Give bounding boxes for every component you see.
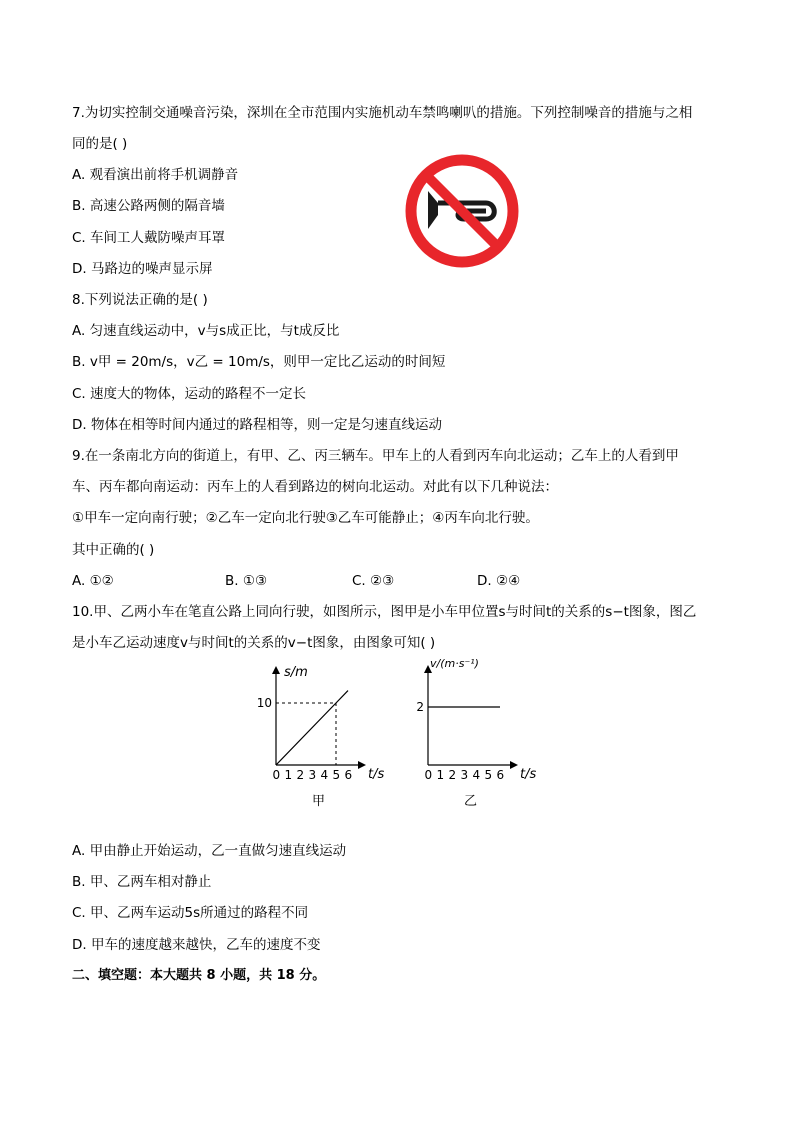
q10-option-c: C. 甲、乙两车运动5s所通过的路程不同 bbox=[72, 905, 309, 921]
q9-option-d: D. ②④ bbox=[477, 573, 521, 589]
q7-option-d: D. 马路边的噪声显示屏 bbox=[72, 261, 213, 277]
yi-caption: 乙 bbox=[464, 794, 478, 809]
yi-xtick-label: 0 bbox=[424, 768, 433, 782]
q9-option-c: C. ②③ bbox=[352, 573, 395, 589]
q7-stem-line2: 同的是( ) bbox=[72, 136, 128, 152]
q7-option-b: B. 高速公路两侧的隔音墙 bbox=[72, 198, 225, 214]
q9-statements: ①甲车一定向南行驶；②乙车一定向北行驶③乙车可能静止；④丙车向北行驶。 bbox=[72, 510, 539, 526]
jia-xtick-label: 0 bbox=[272, 768, 281, 782]
s-t-graph-jia bbox=[252, 660, 402, 815]
q10-option-d: D. 甲车的速度越来越快，乙车的速度不变 bbox=[72, 937, 321, 953]
yi-xtick-label: 3 bbox=[460, 768, 469, 782]
jia-ylabel: s/m bbox=[284, 665, 308, 680]
q10-option-a: A. 甲由静止开始运动，乙一直做匀速直线运动 bbox=[72, 843, 347, 859]
q8-stem: 8.下列说法正确的是( ) bbox=[72, 292, 208, 308]
q7-stem-line1: 7.为切实控制交通噪音污染，深圳在全市范围内实施机动车禁鸣喇叭的措施。下列控制噪音的措施与之相 bbox=[72, 105, 693, 121]
jia-caption: 甲 bbox=[312, 794, 326, 809]
x-axis-arrow bbox=[510, 761, 518, 769]
jia-xlabel: t/s bbox=[368, 767, 385, 782]
q9-stem-line2: 车、丙车都向南运动：丙车上的人看到路边的树向北运动。对此有以下几种说法： bbox=[72, 479, 558, 495]
q8-option-d: D. 物体在相等时间内通过的路程相等，则一定是匀速直线运动 bbox=[72, 417, 442, 433]
no-honking-sign-icon bbox=[404, 153, 520, 269]
yi-xtick-label: 2 bbox=[448, 768, 457, 782]
yi-xtick-label: 1 bbox=[436, 768, 445, 782]
q9-options bbox=[72, 571, 672, 591]
q8-option-c: C. 速度大的物体，运动的路程不一定长 bbox=[72, 386, 307, 402]
yi-xtick-label: 4 bbox=[472, 768, 481, 782]
yi-xlabel: t/s bbox=[520, 767, 537, 782]
q8-option-a: A. 匀速直线运动中，v与s成正比，与t成反比 bbox=[72, 323, 340, 339]
q10-option-b: B. 甲、乙两车相对静止 bbox=[72, 874, 212, 890]
q9-prompt: 其中正确的( ) bbox=[72, 542, 155, 558]
q9-option-b: B. ①③ bbox=[225, 573, 268, 589]
q9-stem-line1: 9.在一条南北方向的街道上，有甲、乙、丙三辆车。甲车上的人看到丙车向北运动；乙车上的人看到甲 bbox=[72, 448, 679, 464]
q8-option-b: B. v甲 = 20m/s，v乙 = 10m/s，则甲一定比乙运动的时间短 bbox=[72, 354, 446, 370]
yi-xtick-label: 5 bbox=[484, 768, 493, 782]
jia-xtick-label: 4 bbox=[320, 768, 329, 782]
yi-xtick-label: 6 bbox=[496, 768, 505, 782]
q10-stem-line1: 10.甲、乙两小车在笔直公路上同向行驶，如图所示，图甲是小车甲位置s与时间t的关系的s−t图象，图乙 bbox=[72, 604, 697, 620]
yi-ytick-label: 2 bbox=[416, 700, 424, 714]
q10-stem-line2: 是小车乙运动速度v与时间t的关系的v−t图象，由图象可知( ) bbox=[72, 635, 436, 651]
jia-xtick-label: 1 bbox=[284, 768, 293, 782]
jia-xtick-label: 5 bbox=[332, 768, 341, 782]
jia-xtick-label: 3 bbox=[308, 768, 317, 782]
y-axis-arrow bbox=[272, 666, 280, 674]
v-t-graph-yi bbox=[400, 655, 550, 815]
section-fill-in-title: 二、填空题：本大题共 8 小题，共 18 分。 bbox=[72, 968, 326, 983]
q9-option-a: A. ①② bbox=[72, 573, 114, 589]
jia-xtick-label: 6 bbox=[344, 768, 353, 782]
q7-option-c: C. 车间工人戴防噪声耳罩 bbox=[72, 230, 226, 246]
jia-ytick-label: 10 bbox=[256, 696, 272, 710]
q7-option-a: A. 观看演出前将手机调静音 bbox=[72, 167, 239, 183]
x-axis-arrow bbox=[358, 761, 366, 769]
s-t-series-line bbox=[276, 691, 348, 765]
yi-ylabel: v/(m·s⁻¹) bbox=[430, 657, 479, 670]
jia-xtick-label: 2 bbox=[296, 768, 305, 782]
